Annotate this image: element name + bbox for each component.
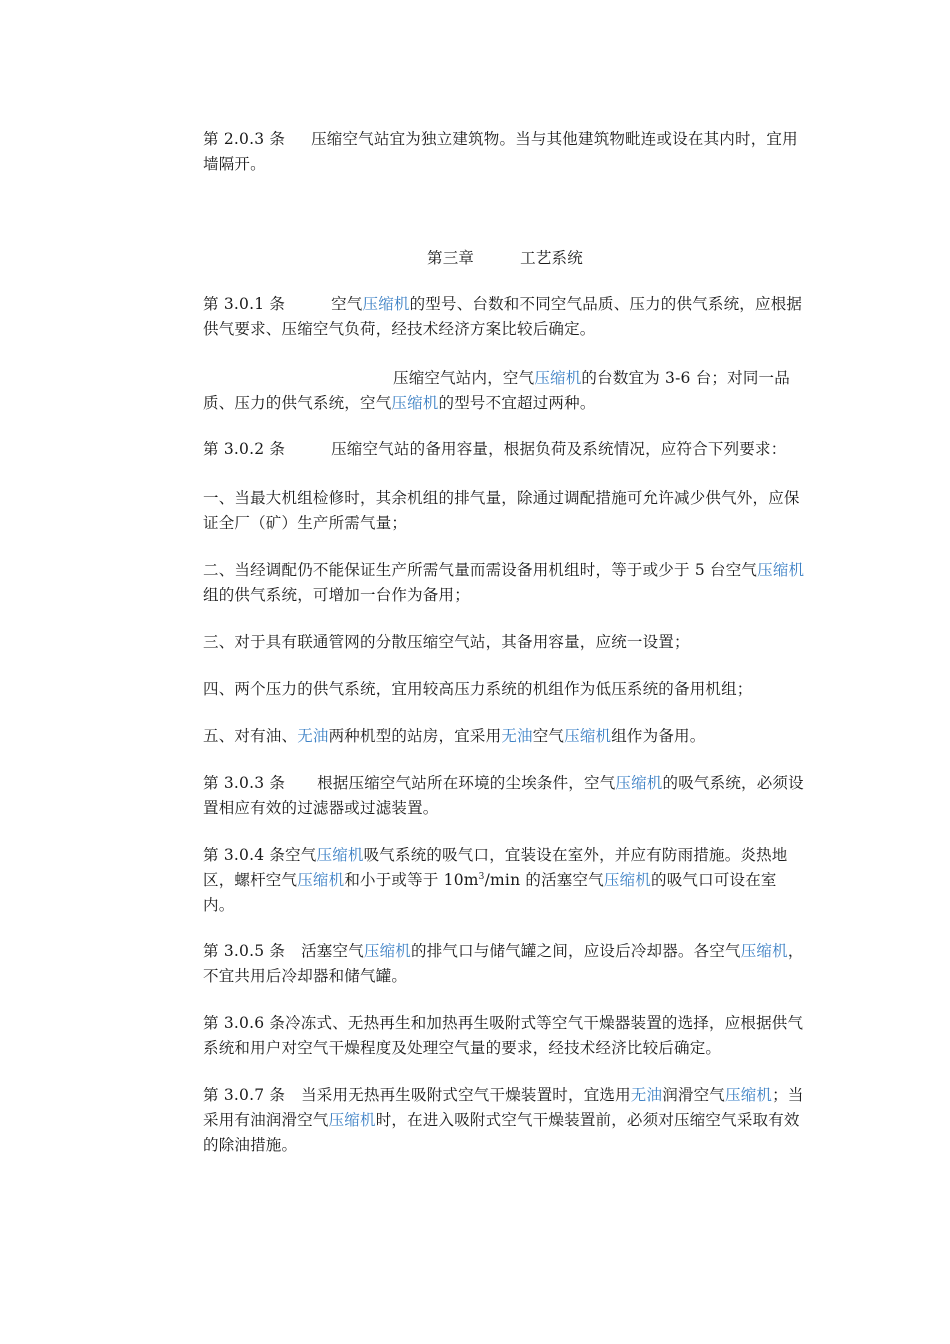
chapter-title: 工艺系统 xyxy=(520,249,583,267)
compressor-link[interactable]: 压缩机 xyxy=(725,1086,773,1104)
clause-number: 第 2.0.3 条 xyxy=(203,130,286,148)
clause-3-0-1 xyxy=(203,292,808,342)
clause-number: 第 3.0.1 条 xyxy=(203,295,286,313)
clause-number: 第 3.0.5 条 xyxy=(203,942,286,960)
clause-text: ；当采用有油润滑空气 xyxy=(203,1086,804,1129)
clause-number: 第 3.0.4 条 xyxy=(203,846,286,864)
compressor-link[interactable]: 压缩机 xyxy=(564,727,612,745)
compressor-link[interactable]: 压缩机 xyxy=(740,942,788,960)
clause-text: 冷冻式、无热再生和加热再生吸附式等空气干燥器装置的选择，应根据供气系统和用户对空气干燥程度及处理空气量的要求，经技术经济比较后确定。 xyxy=(203,1014,804,1057)
list-item-5 xyxy=(203,724,808,749)
clause-text: 当采用无热再生吸附式空气干燥装置时，宜选用 xyxy=(301,1086,631,1104)
clause-text: 的吸气口可设在室内。 xyxy=(203,871,777,914)
clause-text: 空气 xyxy=(285,846,317,864)
compressor-link[interactable]: 压缩机 xyxy=(615,774,663,792)
compressor-link[interactable]: 压缩机 xyxy=(363,942,412,960)
clause-3-0-5 xyxy=(203,939,808,989)
clause-3-0-1-note xyxy=(203,366,808,416)
list-item-1 xyxy=(203,486,808,536)
clause-text: 的台数宜为 3-6 台；对同一品质、压力的供气系统，空气 xyxy=(203,369,790,412)
clause-text: 时，在进入吸附式空气干燥装置前，必须对压缩空气采取有效的除油措施。 xyxy=(203,1111,800,1154)
clause-text: 的吸气系统，必须设置相应有效的过滤器或过滤装置。 xyxy=(203,774,804,817)
item-text: 五、对有油、 xyxy=(203,727,298,745)
clause-text: 的型号、台数和不同空气品质、压力的供气系统，应根据供气要求、压缩空气负荷，经技术经济方案比较后确定。 xyxy=(203,295,803,338)
item-text: 组的供气系统，可增加一台作为备用； xyxy=(203,586,470,604)
clause-text: 的型号不宜超过两种。 xyxy=(438,394,596,412)
item-text: 三、对于具有联通管网的分散压缩空气站，其备用容量，应统一设置； xyxy=(203,633,690,651)
clause-number: 第 3.0.7 条 xyxy=(203,1086,286,1104)
clause-2-0-3 xyxy=(203,127,808,177)
compressor-link[interactable]: 压缩机 xyxy=(603,871,652,889)
clause-3-0-2 xyxy=(203,437,808,462)
item-text: 两种机型的站房，宜采用 xyxy=(328,727,502,745)
clause-3-0-6 xyxy=(203,1011,808,1061)
list-item-2 xyxy=(203,558,808,608)
compressor-link[interactable]: 压缩机 xyxy=(328,1111,376,1129)
compressor-link[interactable]: 压缩机 xyxy=(297,871,345,889)
list-item-4 xyxy=(203,677,808,702)
clause-text: ，不宜共用后冷却器和储气罐。 xyxy=(203,942,804,985)
list-item-3 xyxy=(203,630,808,655)
compressor-link[interactable]: 压缩机 xyxy=(757,561,805,579)
item-text: 一、当最大机组检修时，其余机组的排气量，除通过调配措施可允许减少供气外，应保证全厂（矿）生产所需气量； xyxy=(203,489,800,532)
item-text: 空气 xyxy=(532,727,565,745)
item-text: 二、当经调配仍不能保证生产所需气量而需设备用机组时，等于或少于 5 台空气 xyxy=(203,561,758,579)
clause-text: 根据压缩空气站所在环境的尘埃条件，空气 xyxy=(317,774,616,792)
chapter-heading xyxy=(0,246,950,271)
clause-text: 空气 xyxy=(331,295,363,313)
clause-text: 压缩空气站宜为独立建筑物。当与其他建筑物毗连或设在其内时，宜用墙隔开。 xyxy=(203,130,798,173)
clause-3-0-4 xyxy=(203,843,808,918)
clause-text: 的排气口与储气罐之间，应设后冷却器。各空气 xyxy=(411,942,741,960)
compressor-link[interactable]: 压缩机 xyxy=(534,369,582,387)
clause-number: 第 3.0.2 条 xyxy=(203,440,286,458)
clause-3-0-3 xyxy=(203,771,808,821)
clause-text: 活塞空气 xyxy=(301,942,364,960)
oil-free-link[interactable]: 无油 xyxy=(297,727,329,745)
chapter-number: 第三章 xyxy=(427,249,475,267)
compressor-link[interactable]: 压缩机 xyxy=(362,295,410,313)
clause-number: 第 3.0.6 条 xyxy=(203,1014,286,1032)
clause-text: /min 的活塞空气 xyxy=(484,871,604,889)
clause-text: 压缩空气站内，空气 xyxy=(393,369,535,387)
clause-text: 吸气系统的吸气口，宜装设在室外，并应有防雨措施。炎热地区，螺杆空气 xyxy=(203,846,788,889)
oil-free-link[interactable]: 无油 xyxy=(501,727,533,745)
oil-free-link[interactable]: 无油 xyxy=(630,1086,663,1104)
clause-text: 和小于或等于 10m xyxy=(344,871,479,889)
compressor-link[interactable]: 压缩机 xyxy=(316,846,364,864)
item-text: 四、两个压力的供气系统，宜用较高压力系统的机组作为低压系统的备用机组； xyxy=(203,680,753,698)
superscript-3: 3 xyxy=(478,871,485,882)
item-text: 组作为备用。 xyxy=(611,727,706,745)
clause-text: 润滑空气 xyxy=(662,1086,726,1104)
clause-number: 第 3.0.3 条 xyxy=(203,774,286,792)
compressor-link[interactable]: 压缩机 xyxy=(391,394,439,412)
clause-3-0-7 xyxy=(203,1083,808,1158)
clause-text: 压缩空气站的备用容量，根据负荷及系统情况，应符合下列要求： xyxy=(331,440,787,458)
